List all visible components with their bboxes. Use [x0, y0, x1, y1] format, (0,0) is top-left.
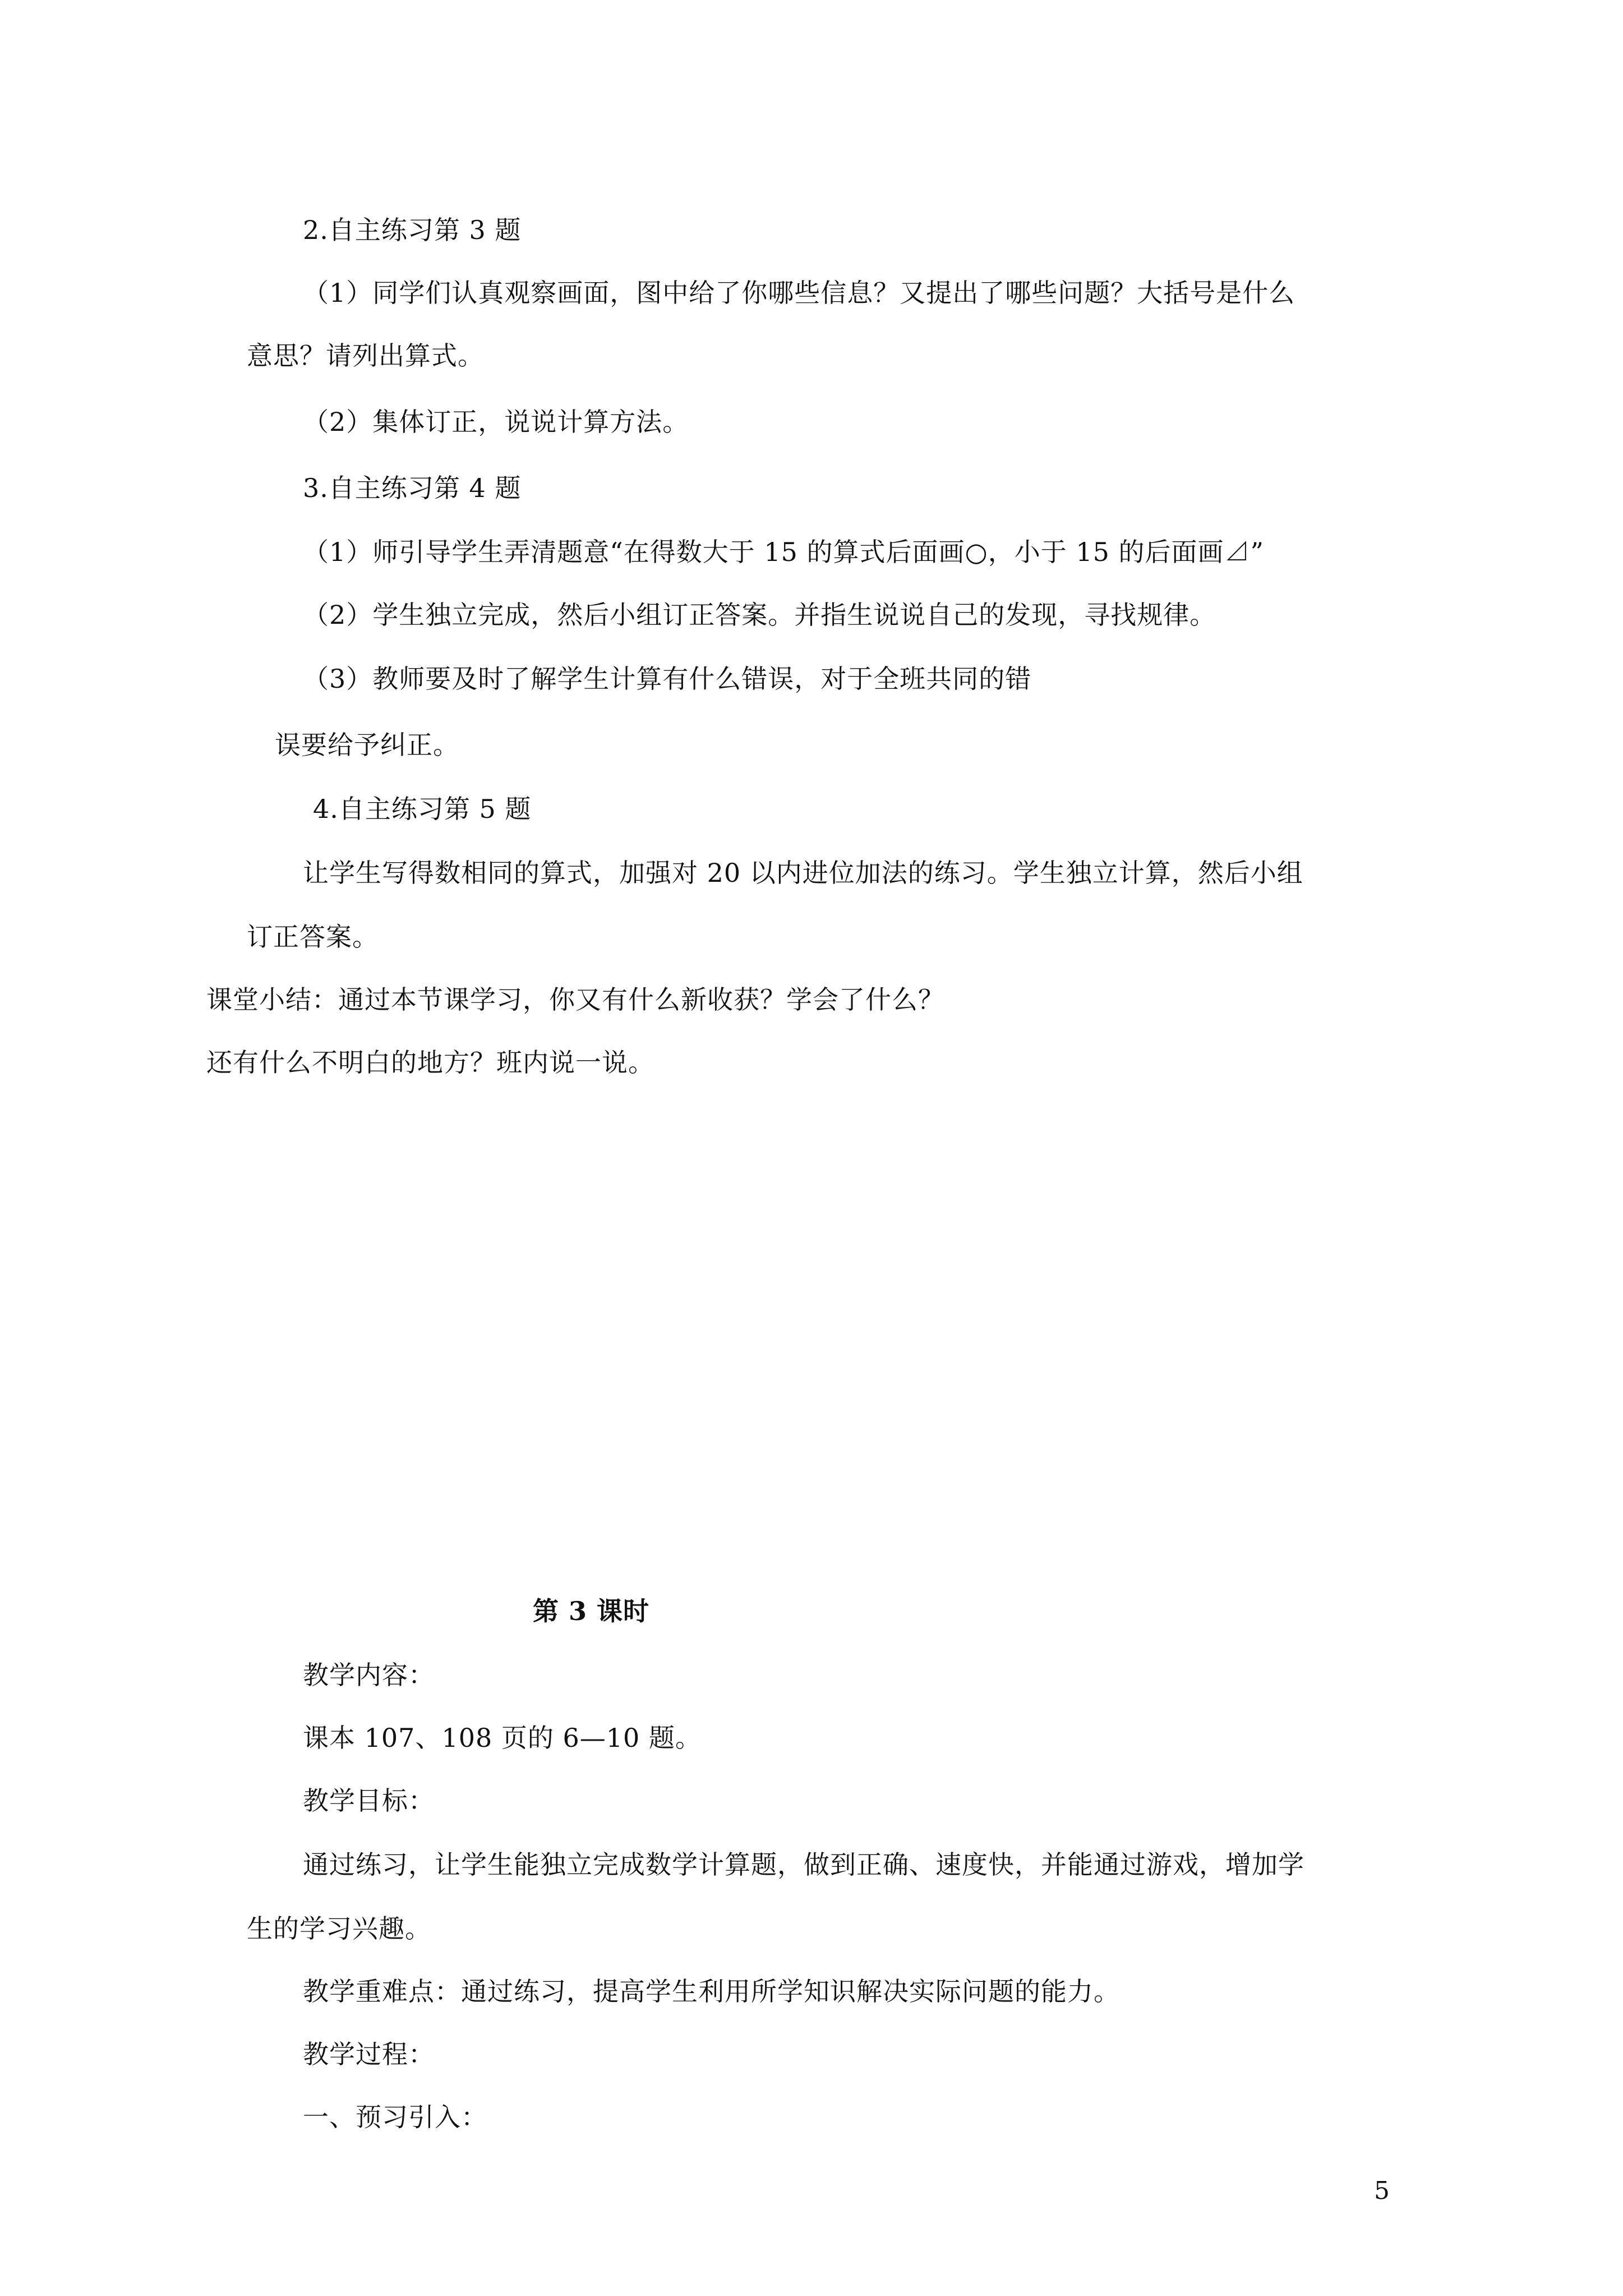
- process-label: 教学过程：: [303, 2039, 435, 2069]
- page-number: 5: [1374, 2177, 1390, 2205]
- item4-paragraph1-line2: 订正答案。: [247, 922, 379, 952]
- item4-title: 4.自主练习第 5 题: [313, 794, 532, 824]
- item3-paragraph3-line1: （3）教师要及时了解学生计算有什么错误，对于全班共同的错: [303, 664, 1032, 694]
- goal-line2: 生的学习兴趣。: [247, 1913, 431, 1944]
- lesson-heading: 第 3 课时: [533, 1596, 650, 1626]
- item3-title: 3.自主练习第 4 题: [303, 473, 522, 503]
- item2-paragraph1-line2: 意思？请列出算式。: [247, 341, 484, 371]
- item4-paragraph1-line1: 让学生写得数相同的算式，加强对 20 以内进位加法的练习。学生独立计算，然后小组: [303, 858, 1303, 888]
- goal-line1: 通过练习，让学生能独立完成数学计算题，做到正确、速度快，并能通过游戏，增加学: [303, 1849, 1304, 1880]
- summary-line1: 课堂小结：通过本节课学习，你又有什么新收获？学会了什么？: [206, 984, 944, 1015]
- summary-line2: 还有什么不明白的地方？班内说一说。: [206, 1047, 654, 1078]
- item3-paragraph2: （2）学生独立完成，然后小组订正答案。并指生说说自己的发现，寻找规律。: [303, 600, 1216, 630]
- goal-label: 教学目标：: [303, 1786, 435, 1816]
- item3-paragraph1: （1）师引导学生弄清题意“在得数大于 15 的算式后面画○，小于 15 的后面画⊿”: [303, 537, 1264, 567]
- item2-title: 2.自主练习第 3 题: [303, 215, 522, 245]
- content-label: 教学内容：: [303, 1660, 435, 1690]
- item3-paragraph3-line2: 误要给予纠正。: [275, 730, 459, 760]
- content-text: 课本 107、108 页的 6—10 题。: [303, 1723, 702, 1753]
- item2-paragraph1-line1: （1）同学们认真观察画面，图中给了你哪些信息？又提出了哪些问题？大括号是什么: [303, 278, 1295, 308]
- difficulty-text: 教学重难点：通过练习，提高学生利用所学知识解决实际问题的能力。: [303, 1976, 1120, 2007]
- process-step1: 一、预习引入：: [303, 2102, 487, 2132]
- item2-paragraph2: （2）集体订正，说说计算方法。: [303, 407, 689, 437]
